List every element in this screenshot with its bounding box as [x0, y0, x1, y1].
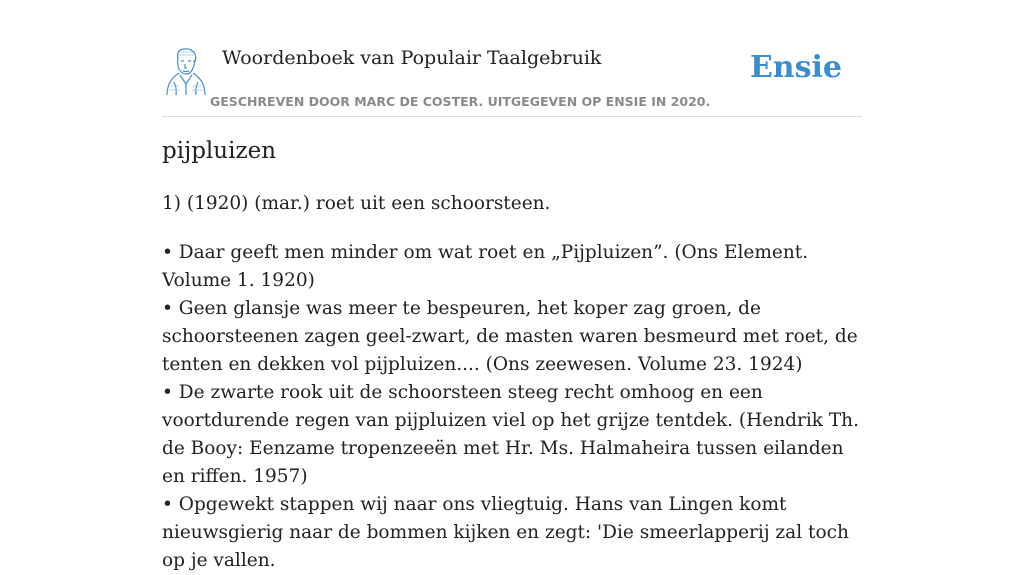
definition: 1) (1920) (mar.) roet uit een schoorsteen. — [162, 193, 551, 214]
quote-item: • Daar geeft men minder om wat roet en „Pijpluizen”. (Ons Element. Volume 1. 1920) — [162, 242, 809, 291]
headword: pijpluizen — [162, 138, 277, 164]
quote-item: • Opgewekt stappen wij naar ons vliegtuig. Hans van Lingen komt nieuwsgierig naar de bommen kijken en zegt: 'Die smeerlapperij zal toch op je vallen. — [162, 494, 849, 571]
quote-item: • De zwarte rook uit de schoorsteen steeg recht omhoog en een voortdurende regen van pijpluizen viel op het grijze tentdek. (Hendrik Th. de Booy: Eenzame tropenzeeën met Hr. Ms. Halmaheira tussen eilanden en riffen. 1957) — [162, 382, 859, 487]
byline: GESCHREVEN DOOR MARC DE COSTER. UITGEGEVEN OP ENSIE IN 2020. — [210, 94, 711, 109]
ensie-logo[interactable]: Ensie — [749, 50, 842, 85]
site-header — [162, 40, 862, 117]
quote-item: • Geen glansje was meer te bespeuren, het koper zag groen, de schoorsteenen zagen geel-zwart, de masten waren besmeurd met roet, de tenten en dekken vol pijpluizen.... (Ons zeewesen. Volume 23. 1924) — [162, 298, 858, 375]
author-portrait-icon — [164, 46, 208, 96]
site-title[interactable]: Woordenboek van Populair Taalgebruik — [222, 47, 602, 69]
quote-list — [162, 239, 862, 575]
